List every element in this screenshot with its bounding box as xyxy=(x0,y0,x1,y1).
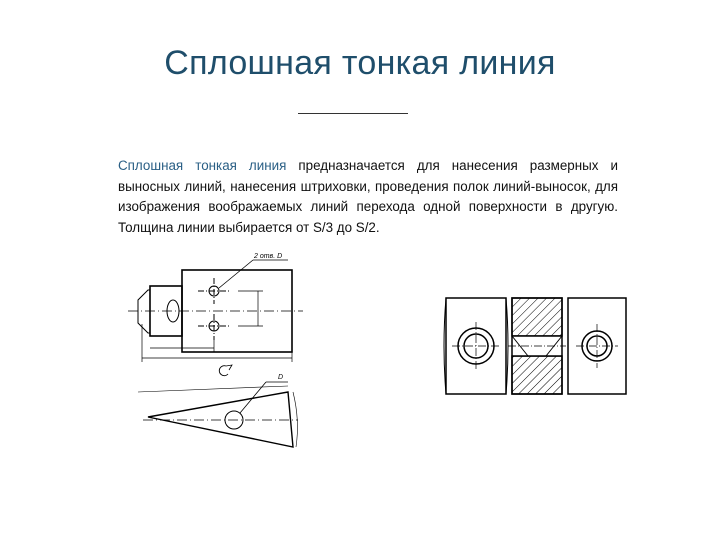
taper-callout-label: D xyxy=(278,374,284,381)
paragraph-text: предназначается для нанесения размерных и выносных линий, нанесения штриховки, проведения полок линий-выносок, для изображения воображаемых линий перехода одной поверхности в другую. Толщина линии выбирается от S/3 до S/2. xyxy=(118,158,618,235)
sections-drawing xyxy=(438,296,630,396)
holes-callout-label: 2 отв. D xyxy=(254,253,283,260)
taper-drawing xyxy=(138,362,303,467)
shaft-drawing xyxy=(128,248,313,373)
slide-title: Сплошная тонкая линия xyxy=(164,44,556,82)
title-underline xyxy=(298,113,408,114)
body-paragraph xyxy=(118,156,618,238)
highlighted-term: Сплошная тонкая линия xyxy=(118,158,287,173)
